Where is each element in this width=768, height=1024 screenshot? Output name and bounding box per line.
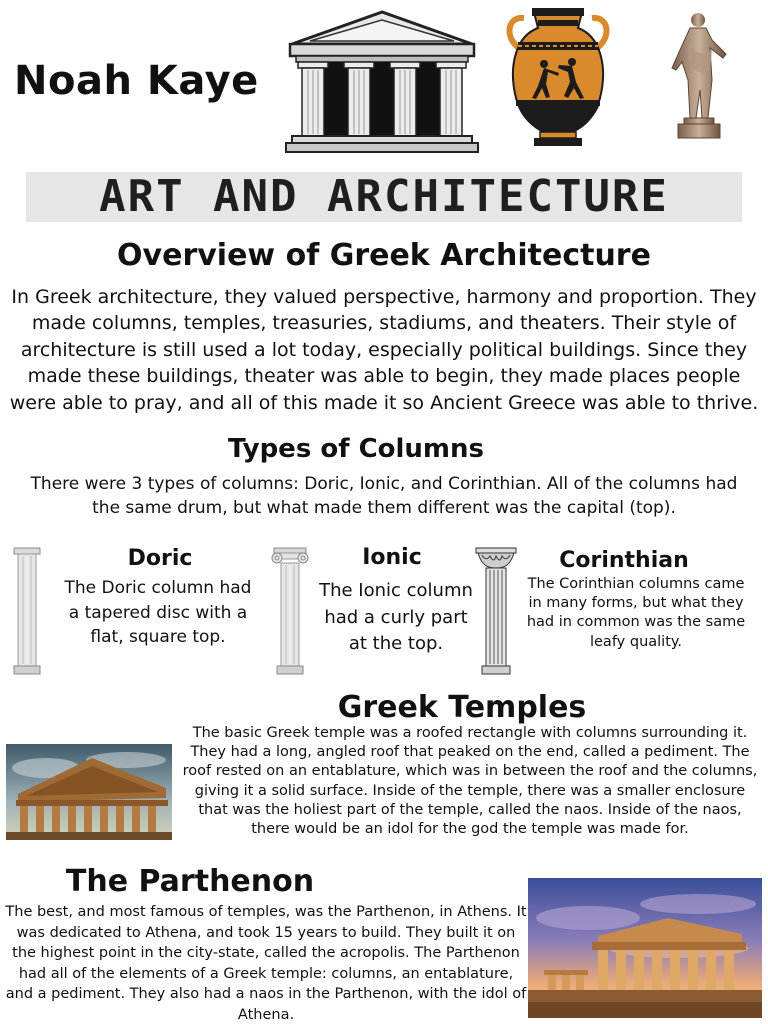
greek-statue xyxy=(668,10,730,144)
author-name: Noah Kaye xyxy=(14,58,259,104)
temples-text: The basic Greek temple was a roofed rectangle with columns surrounding it. They had a long, angled roof that peaked on the end, called a pediment. The roof rested on an entablature, which was in between the roof and the columns, giving it a solid surface. Inside of the temple, there was a smaller enclosure that was the holiest part of the temple, called the naos. Inside of the naos, there would be an idol for the god the temple was made for. xyxy=(182,725,758,838)
greek-amphora-vase xyxy=(504,6,612,148)
ionic-text: The Ionic column had a curly part at the top. xyxy=(319,580,473,654)
temples-heading: Greek Temples xyxy=(337,690,587,725)
ruined-temple-photo xyxy=(6,744,172,840)
doric-column-icon xyxy=(12,546,42,676)
doric-heading: Doric xyxy=(127,546,193,571)
banner-title: ART AND ARCHITECTURE xyxy=(99,171,669,222)
columns-intro-text: There were 3 types of columns: Doric, Ionic, and Corinthian. All of the columns had the same drum, but what made them different was the capital (top). xyxy=(30,474,738,518)
ionic-column-icon xyxy=(270,546,310,676)
corinthian-heading: Corinthian xyxy=(559,548,689,573)
ionic-heading: Ionic xyxy=(362,545,422,570)
corinthian-column-icon xyxy=(474,546,518,676)
greek-temple-icon xyxy=(284,10,480,156)
overview-text: In Greek architecture, they valued perspective, harmony and proportion. They made columns, temples, treasuries, stadiums, and theaters. Their style of architecture is still used a lot today, especially political buildings. Since they made these buildings, theater was able to begin, they made places people were able to pray, and all of this made it so Ancient Greece was able to thrive. xyxy=(9,286,759,414)
parthenon-heading: The Parthenon xyxy=(65,864,315,899)
corinthian-text: The Corinthian columns came in many forms, but what they had in common was the same leafy quality. xyxy=(526,576,746,650)
overview-heading: Overview of Greek Architecture xyxy=(117,238,651,273)
parthenon-photo xyxy=(528,878,762,1018)
columns-heading: Types of Columns xyxy=(227,434,485,464)
title-banner xyxy=(26,172,742,222)
doric-text: The Doric column had a tapered disc with a flat, square top. xyxy=(64,578,252,647)
parthenon-text: The best, and most famous of temples, was the Parthenon, in Athens. It was dedicated to Athena, and took 15 years to build. They built it on the highest point in the city-state, called the acropolis. The Parthenon had all of the elements of a Greek temple: columns, an entablature, and a pediment. They also had a naos in the Parthenon, with the idol of Athena. xyxy=(5,904,527,1023)
